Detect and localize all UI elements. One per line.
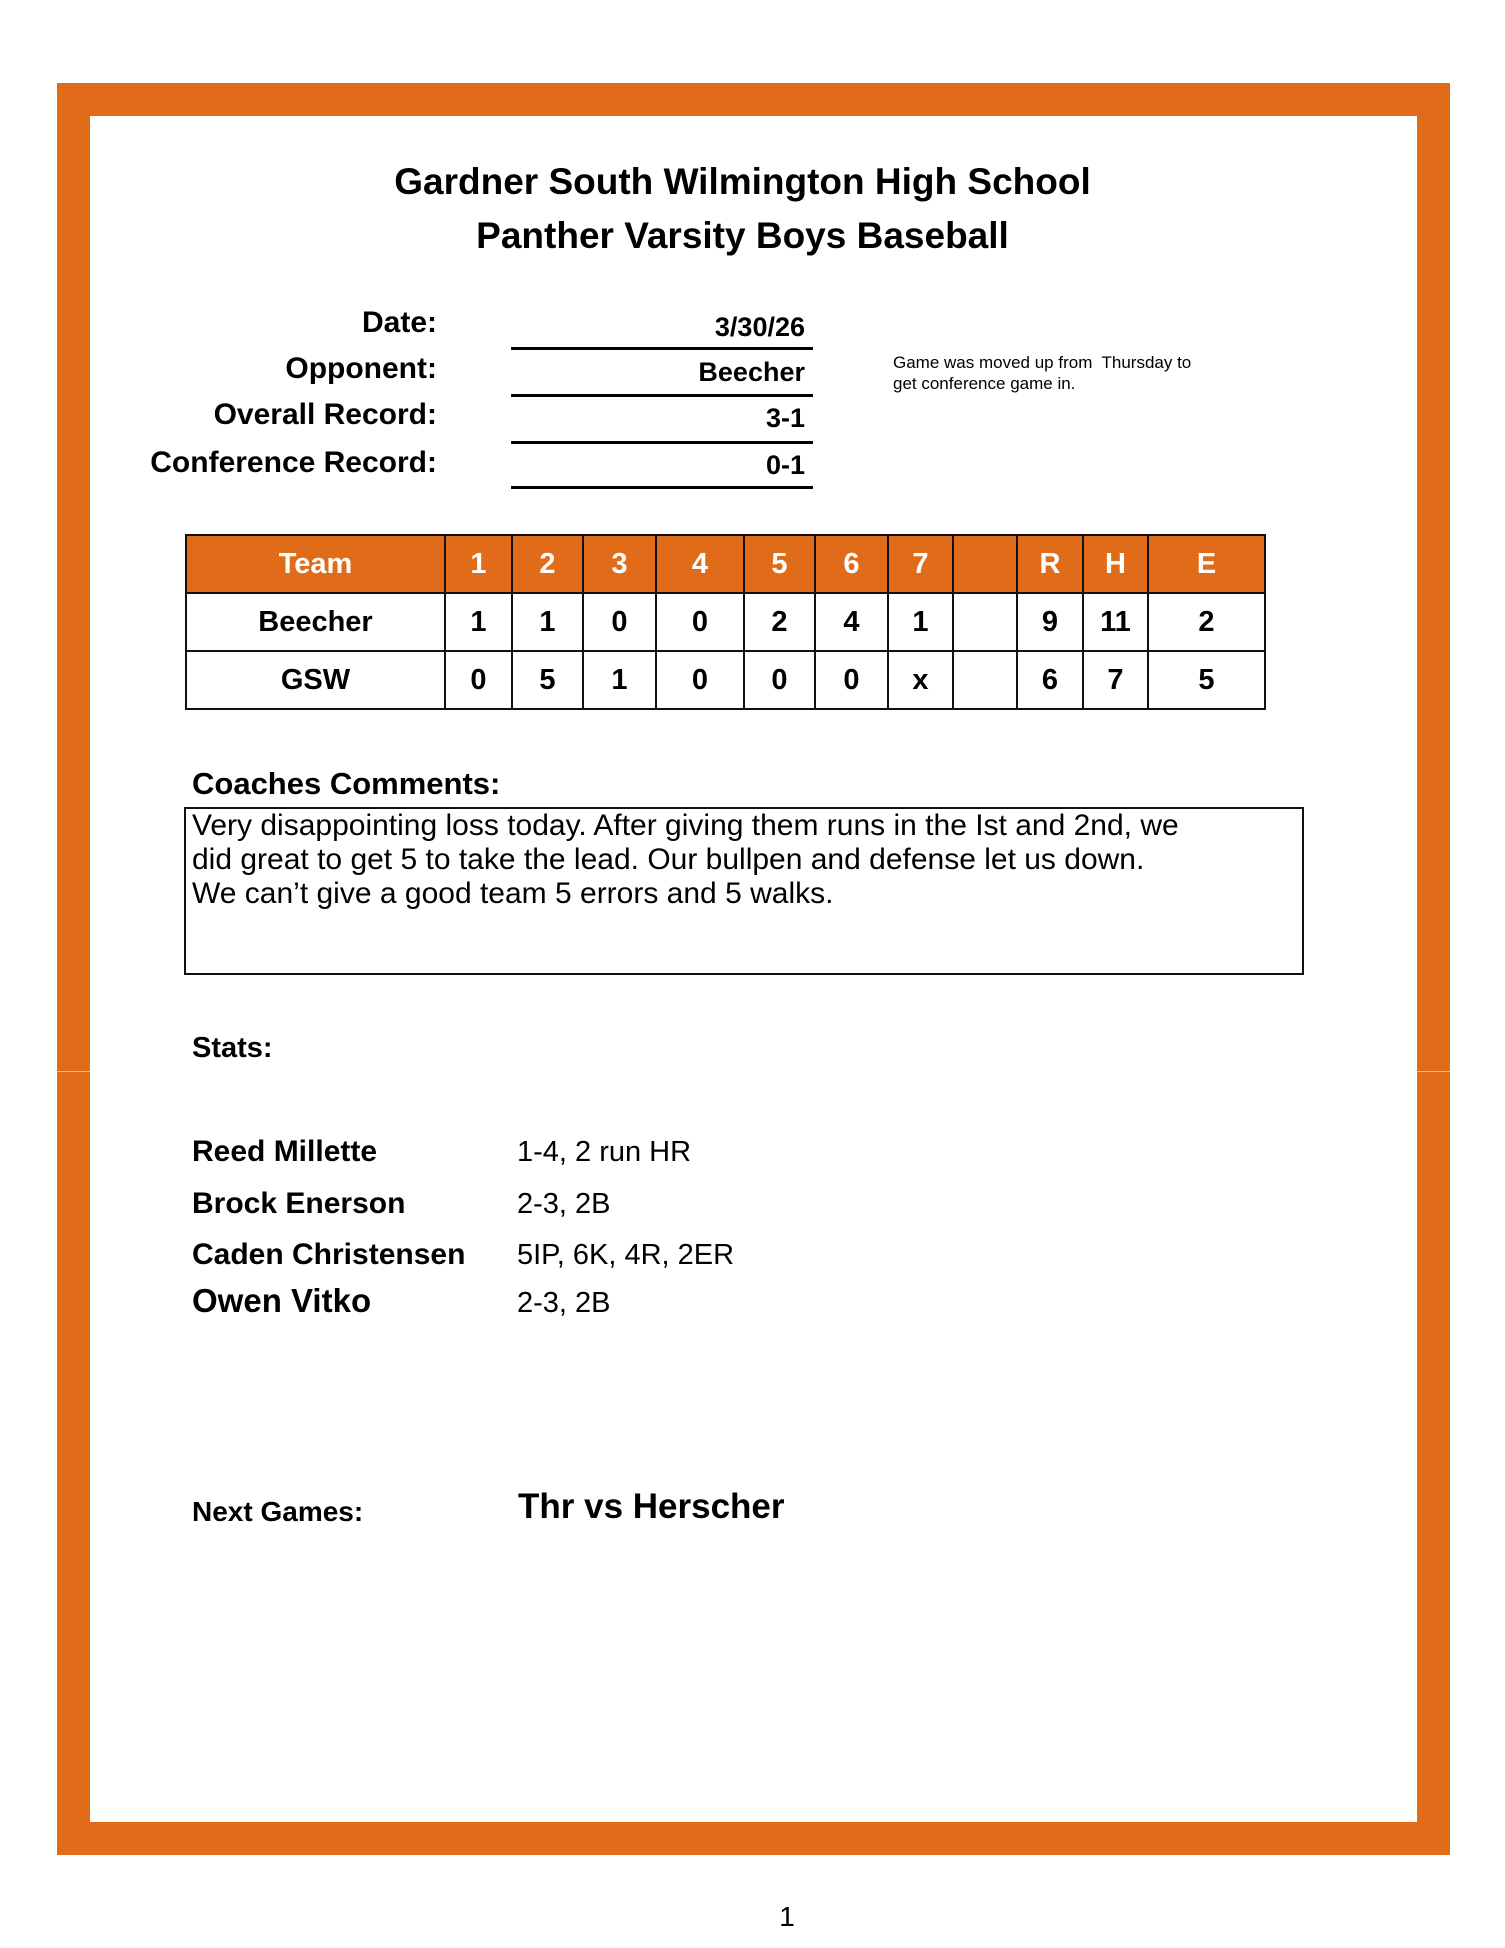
opponent-label: Opponent: [285, 352, 437, 385]
score-cell [953, 651, 1017, 709]
opponent-underline [511, 394, 813, 397]
score-cell: 0 [744, 651, 815, 709]
score-cell [953, 593, 1017, 651]
header-cell: Team [186, 535, 445, 593]
game-note [893, 352, 1191, 394]
team-cell: GSW [186, 651, 445, 709]
table-row [186, 651, 1265, 709]
score-cell: 0 [656, 593, 744, 651]
score-cell: 4 [815, 593, 888, 651]
school-title: Gardner South Wilmington High School [394, 161, 1091, 202]
errors-cell: 2 [1148, 593, 1265, 651]
score-cell: 1 [512, 593, 583, 651]
coaches-comments-heading: Coaches Comments: [192, 766, 501, 801]
next-games-label: Next Games: [192, 1496, 364, 1527]
coaches-comments-box [184, 807, 1304, 975]
page-number: 1 [779, 1901, 795, 1932]
score-cell: 1 [445, 593, 512, 651]
overall-record-value: 3-1 [765, 403, 805, 433]
player-name: Caden Christensen [192, 1238, 466, 1271]
player-stat-line: 5IP, 6K, 4R, 2ER [517, 1239, 735, 1271]
header-cell: E [1148, 535, 1265, 593]
score-cell: x [888, 651, 953, 709]
game-note-line: Game was moved up from Thursday to [893, 353, 1192, 372]
date-underline [511, 347, 813, 350]
border-seam [57, 1071, 90, 1072]
stats-heading: Stats: [192, 1032, 273, 1064]
score-cell: 2 [744, 593, 815, 651]
comment-line: We can’t give a good team 5 errors and 5 walks. [192, 877, 834, 910]
conference-record-label: Conference Record: [150, 446, 437, 479]
opponent-value: Beecher [698, 357, 805, 387]
comment-line: Very disappointing loss today. After giving them runs in the Ist and 2nd, we [192, 809, 1179, 842]
header-cell: R [1017, 535, 1083, 593]
score-cell: 1 [888, 593, 953, 651]
header-cell: 5 [744, 535, 815, 593]
header-cell: 1 [445, 535, 512, 593]
score-cell: 0 [583, 593, 656, 651]
header-cell: 4 [656, 535, 744, 593]
conference-record-underline [511, 486, 813, 489]
date-value: 3/30/26 [714, 312, 805, 342]
conference-record-value: 0-1 [765, 450, 805, 480]
score-cell: 5 [512, 651, 583, 709]
team-title: Panther Varsity Boys Baseball [476, 215, 1009, 256]
errors-cell: 5 [1148, 651, 1265, 709]
coaches-comments-text [192, 809, 1300, 911]
comment-line: did great to get 5 to take the lead. Our bullpen and defense let us down. [192, 843, 1145, 876]
runs-cell: 9 [1017, 593, 1083, 651]
border-seam [1417, 1071, 1450, 1072]
score-cell: 0 [656, 651, 744, 709]
header-cell [953, 535, 1017, 593]
player-stat-line: 1-4, 2 run HR [517, 1136, 692, 1168]
header-cell: 3 [583, 535, 656, 593]
table-header-row [186, 535, 1265, 593]
runs-cell: 6 [1017, 651, 1083, 709]
date-label: Date: [361, 306, 437, 339]
overall-record-underline [511, 441, 813, 444]
header-cell: 7 [888, 535, 953, 593]
line-score-table [185, 534, 1266, 710]
player-stat-line: 2-3, 2B [517, 1188, 611, 1220]
player-name: Owen Vitko [192, 1282, 372, 1319]
table-row [186, 593, 1265, 651]
score-cell: 0 [445, 651, 512, 709]
player-name: Reed Millette [192, 1135, 378, 1168]
header-cell: 2 [512, 535, 583, 593]
header-cell: H [1083, 535, 1148, 593]
hits-cell: 7 [1083, 651, 1148, 709]
player-stat-line: 2-3, 2B [517, 1287, 611, 1319]
score-cell: 0 [815, 651, 888, 709]
overall-record-label: Overall Record: [213, 398, 437, 431]
player-name: Brock Enerson [192, 1187, 406, 1220]
team-cell: Beecher [186, 593, 445, 651]
game-note-line: get conference game in. [893, 374, 1076, 393]
score-cell: 1 [583, 651, 656, 709]
hits-cell: 11 [1083, 593, 1148, 651]
next-games-value: Thr vs Herscher [518, 1487, 785, 1526]
header-cell: 6 [815, 535, 888, 593]
